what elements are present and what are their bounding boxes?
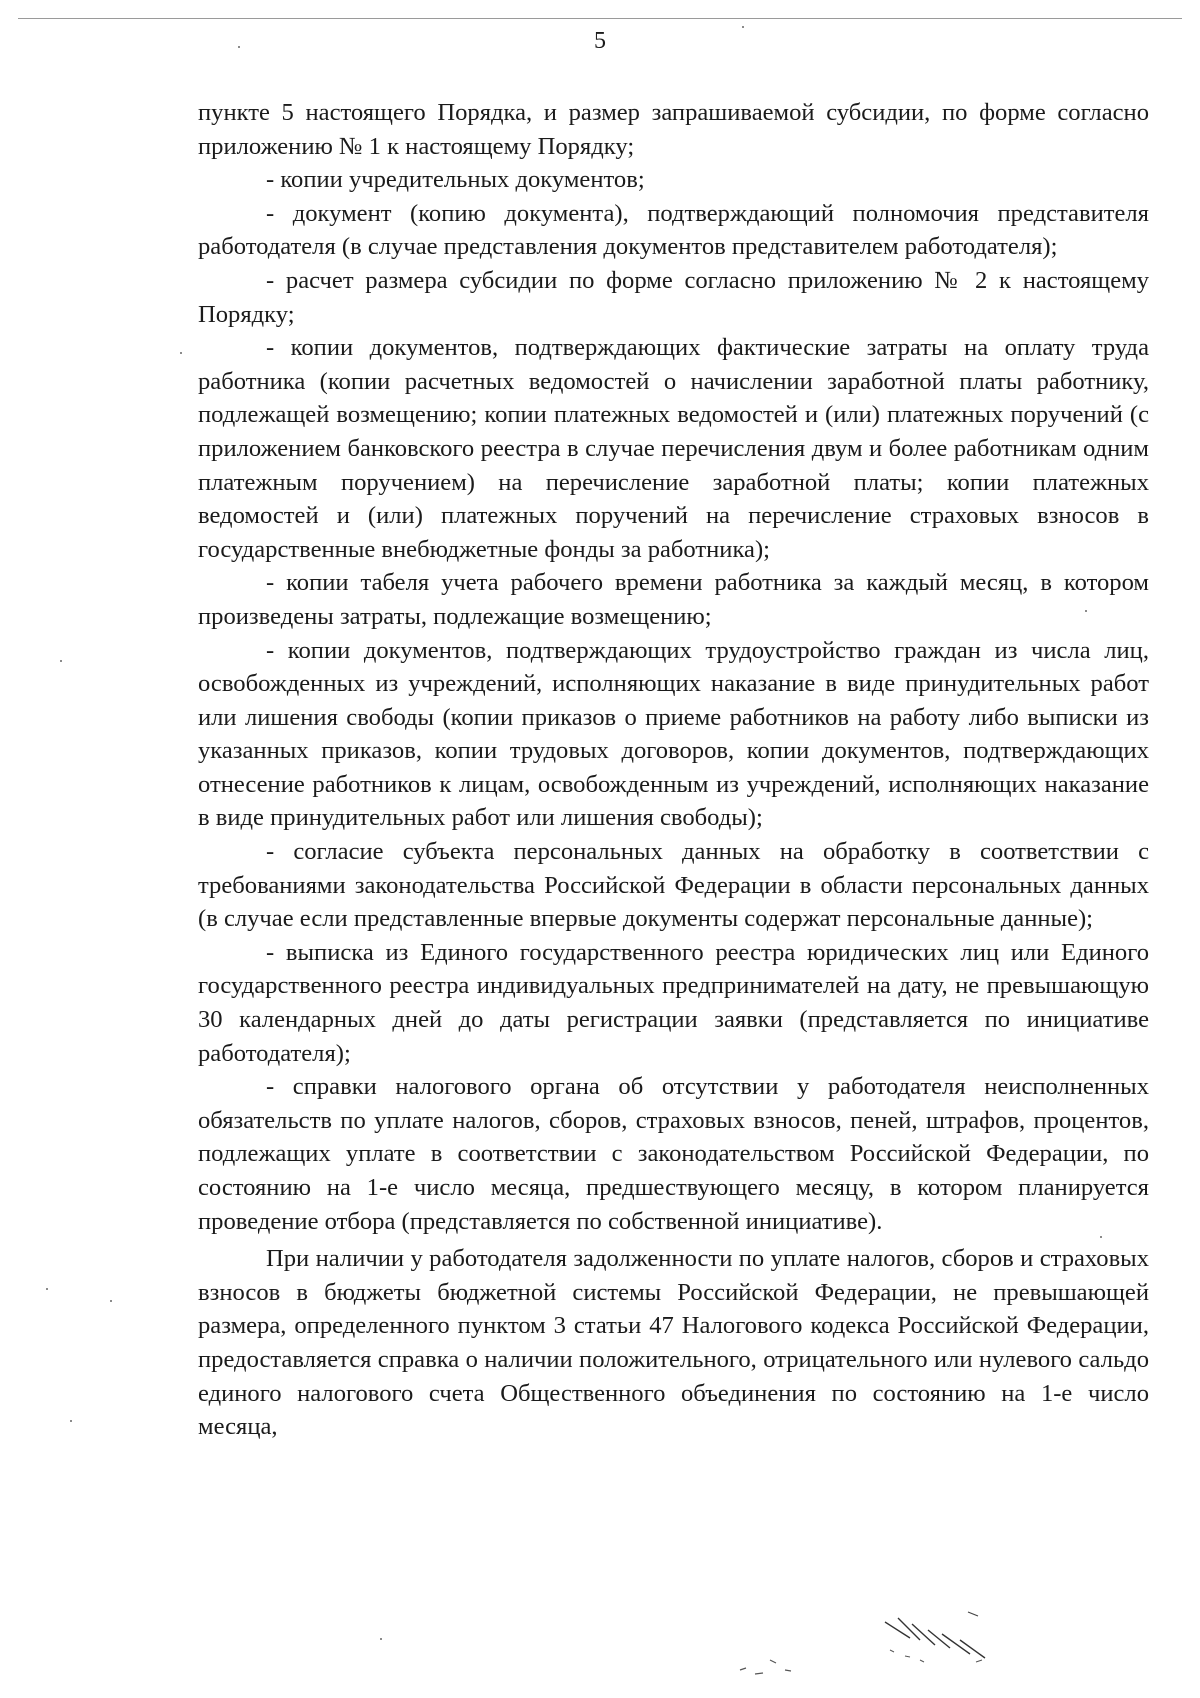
scan-speck [70, 1420, 72, 1422]
list-item-subsidy-calculation: - расчет размера субсидии по форме согласно приложению № 2 к настоящему Порядку; [198, 266, 1149, 328]
scan-speck [380, 1638, 382, 1640]
signature-marks [735, 1640, 805, 1680]
scan-speck [180, 352, 182, 354]
scan-speck [60, 660, 62, 662]
scan-speck [110, 1300, 112, 1302]
page-number: 5 [594, 28, 606, 54]
list-item-labor-cost-documents: - копии документов, подтверждающих фактические затраты на оплату труда работника (копии расчетных ведомостей о начислении заработной платы работнику, подлежащей возмещению; копии платежных ведомостей и (или) платежных поручений (с приложением банковского реестра в случае перечисления двум и более работникам одним платежным поручением) на перечисление заработной платы; копии платежных ведомостей и (или) платежных поручений на перечисление страховых взносов в государственные внебюджетные фонды за работника); [198, 334, 1149, 563]
list-item-personal-data-consent: - согласие субъекта персональных данных на обработку в соответствии с требованиями законодательства Российской Федерации в области персональных данных (в случае если представленные впервые документы содержат персональные данные); [198, 838, 1149, 933]
list-item-tax-certificate: - справки налогового органа об отсутствии у работодателя неисполненных обязательств по уплате налогов, сборов, страховых взносов, пеней, штрафов, процентов, подлежащих уплате в соответствии с законодательством Российской Федерации, по состоянию на 1-е число месяца, предшествующего месяцу, в котором планируется проведение отбора (представляется по собственной инициативе). [198, 1073, 1149, 1235]
list-item-founding-documents: - копии учредительных документов; [266, 166, 645, 194]
scan-speck [238, 46, 240, 48]
scan-speck [1085, 610, 1087, 612]
scan-speck [742, 26, 744, 28]
page-top-border [18, 18, 1182, 19]
scan-speck [1100, 1236, 1102, 1238]
list-item-timesheet-copies: - копии табеля учета рабочего времени работника за каждый месяц, в котором произведены затраты, подлежащие возмещению; [198, 569, 1149, 630]
paragraph-continuation: пункте 5 настоящего Порядка, и размер запрашиваемой субсидии, по форме согласно приложению № 1 к настоящему Порядку; [198, 99, 1149, 160]
scan-speck [46, 1288, 48, 1290]
paragraph-tax-debt: При наличии у работодателя задолженности по уплате налогов, сборов и страховых взносов в бюджеты бюджетной системы Российской Федерации, не превышающей размера, определенного пунктом 3 статьи 47 Налогового кодекса Российской Федерации, предоставляется справка о наличии положительного, отрицательного или нулевого сальдо единого налогового счета Общественного объединения по состоянию на 1-е число месяца, [198, 1245, 1149, 1441]
document-body [198, 96, 1149, 1444]
list-item-employment-documents: - копии документов, подтверждающих трудоустройство граждан из числа лиц, освобожденных из учреждений, исполняющих наказание в виде принудительных работ или лишения свободы (копии приказов о приеме работников на работу либо выписки из указанных приказов, копии трудовых договоров, копии документов, подтверждающих отнесение работников к лицам, освобожденным из учреждений, исполняющих наказание в виде принудительных работ или лишения свободы); [198, 636, 1149, 832]
list-item-registry-extract: - выписка из Единого государственного реестра юридических лиц или Единого государственного реестра индивидуальных предпринимателей на дату, не превышающую 30 календарных дней до даты регистрации заявки (представляется по инициативе работодателя); [198, 938, 1149, 1067]
handwritten-signature [880, 1610, 1000, 1670]
list-item-authority-document: - документ (копию документа), подтверждающий полномочия представителя работодателя (в случае представления документов представителем работодателя); [198, 199, 1149, 261]
